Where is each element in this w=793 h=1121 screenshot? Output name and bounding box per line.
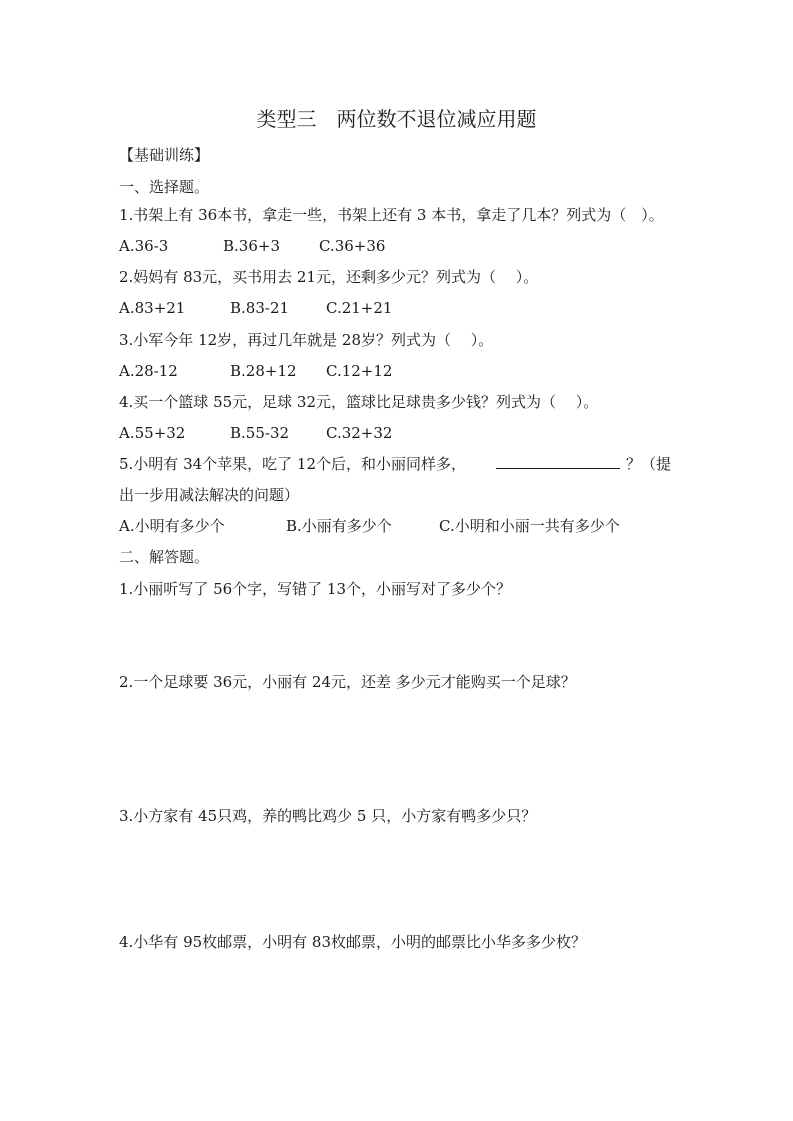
option-c: C.36+36 bbox=[319, 237, 386, 255]
choice-question-5-stem bbox=[119, 454, 671, 474]
option-c: C.12+12 bbox=[326, 362, 393, 380]
answer-blank bbox=[496, 454, 620, 469]
choice-question-5-stem-line2: 出一步用减法解决的问题） bbox=[119, 486, 300, 504]
word-problem-3: 3.小方家有 45只鸡，养的鸭比鸡少 5 只，小方家有鸭多少只？ bbox=[119, 807, 537, 825]
choice-question-2-stem: 2.妈妈有 83元，买书用去 21元，还剩多少元？列式为（ ）。 bbox=[119, 268, 539, 286]
part1-heading: 一、选择题。 bbox=[119, 178, 210, 196]
choice-question-1-stem: 1.书架上有 36本书，拿走一些，书架上还有 3 本书，拿走了几本？列式为（ ）。 bbox=[119, 206, 664, 224]
word-problem-1: 1.小丽听写了 56个字，写错了 13个，小丽写对了多少个？ bbox=[119, 580, 512, 598]
option-b: B.28+12 bbox=[230, 362, 297, 380]
stem-after-blank: ？（提 bbox=[626, 455, 672, 473]
option-a: A.36-3 bbox=[119, 237, 169, 255]
stem-before-blank: 5.小明有 34个苹果，吃了 12个后，和小丽同样多， bbox=[119, 455, 467, 473]
option-b: B.55-32 bbox=[230, 424, 290, 442]
word-problem-2: 2.一个足球要 36元，小丽有 24元，还差 多少元才能购买一个足球？ bbox=[119, 673, 576, 691]
section-tag: 【基础训练】 bbox=[119, 146, 210, 164]
option-b: B.83-21 bbox=[230, 299, 290, 317]
option-c: C.小明和小丽一共有多少个 bbox=[439, 517, 620, 535]
option-c: C.21+21 bbox=[326, 299, 393, 317]
option-b: B.36+3 bbox=[223, 237, 280, 255]
word-problem-4: 4.小华有 95枚邮票，小明有 83枚邮票，小明的邮票比小华多多少枚？ bbox=[119, 933, 587, 951]
option-a: A.小明有多少个 bbox=[119, 517, 225, 535]
option-a: A.28-12 bbox=[119, 362, 178, 380]
option-c: C.32+32 bbox=[326, 424, 393, 442]
choice-question-3-stem: 3.小军今年 12岁，再过几年就是 28岁？列式为（ ）。 bbox=[119, 331, 494, 349]
page-title: 类型三 两位数不退位减应用题 bbox=[256, 107, 537, 131]
option-a: A.83+21 bbox=[119, 299, 186, 317]
part2-heading: 二、解答题。 bbox=[119, 548, 210, 566]
option-a: A.55+32 bbox=[119, 424, 186, 442]
option-b: B.小丽有多少个 bbox=[286, 517, 392, 535]
choice-question-4-stem: 4.买一个篮球 55元，足球 32元，篮球比足球贵多少钱？列式为（ ）。 bbox=[119, 393, 599, 411]
